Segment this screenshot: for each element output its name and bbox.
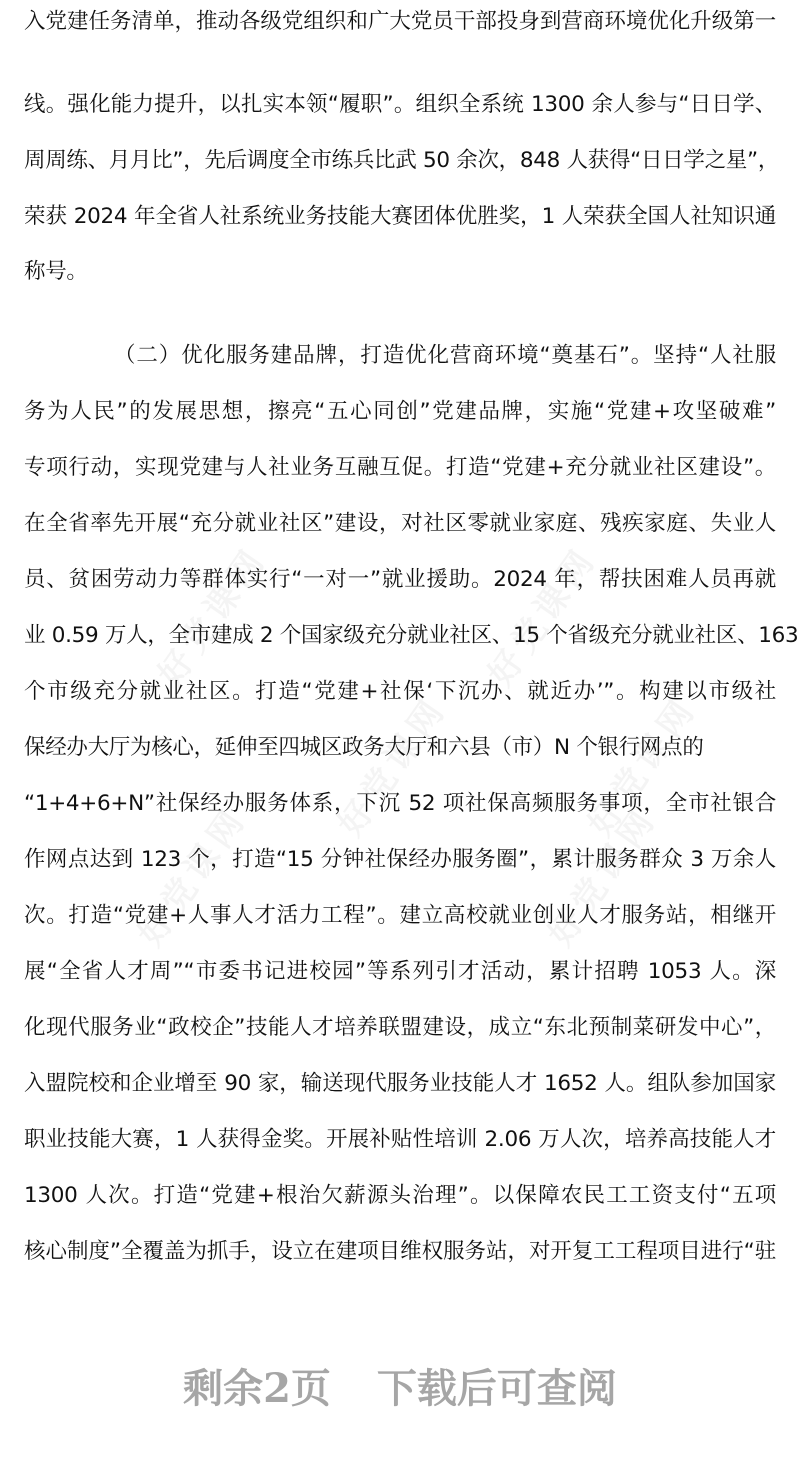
remaining-pages-label: 剩余2页 [183,1365,331,1412]
paragraph-line: 作网点达到 123 个，打造“15 分钟社保经办服务圈”，累计服务群众 3 万余人 [24,847,776,872]
paragraph-line: 次。打造“党建+人事人才活力工程”。建立高校就业创业人才服务站，相继开 [24,903,776,928]
paragraph-line: 保经办大厅为核心，延伸至四城区政务大厅和六县（市）N 个银行网点的 [24,735,704,760]
watermark [144,535,276,694]
paragraph-line: 化现代服务业“政校企”技能人才培养联盟建设，成立“东北预制菜研发中心”， [24,1015,776,1040]
download-hint-label[interactable]: 下载后可查阅 [376,1365,617,1412]
watermark [324,685,456,844]
paragraph-line: “1+4+6+N”社保经办服务体系，下沉 52 项社保高频服务事项，全市社银合 [24,791,776,816]
paragraph-line: 展“全省人才周”“市委书记进校园”等系列引才活动，累计招聘 1053 人。深 [24,959,776,984]
paragraph-line: 务为人民”的发展思想，擦亮“五心同创”党建品牌，实施“党建+攻坚破难” [24,399,776,424]
watermark [474,535,606,694]
paragraph-line: 线。强化能力提升，以扎实本领“履职”。组织全系统 1300 余人参与“日日学、 [24,92,776,117]
paragraph-line: 职业技能大赛，1 人获得金奖。开展补贴性培训 2.06 万人次，培养高技能人才 [24,1127,776,1152]
paragraph-line: 周周练、月月比”，先后调度全市练兵比武 50 余次，848 人获得“日日学之星”， [24,148,780,173]
paragraph-line: 在全省率先开展“充分就业社区”建设，对社区零就业家庭、残疾家庭、失业人 [24,511,776,536]
paragraph-line: 专项行动，实现党建与人社业务互融互促。打造“党建+充分就业社区建设”。 [24,455,776,480]
paragraph-line: 1300 人次。打造“党建+根治欠薪源头治理”。以保障农民工工资支付“五项 [24,1183,776,1208]
paragraph-line: 荣获 2024 年全省人社系统业务技能大赛团体优胜奖，1 人荣获全国人社知识通 [24,204,776,229]
paragraph-line: 业 0.59 万人，全市建成 2 个国家级充分就业社区、15 个省级充分就业社区、163 [24,623,799,648]
section-heading-line: （二）优化服务建品牌，打造优化营商环境“奠基石”。坚持“人社服 [114,343,776,368]
paragraph-line: 入盟院校和企业增至 90 家，输送现代服务业技能人才 1652 人。组队参加国家 [24,1071,776,1096]
download-prompt-banner[interactable] [0,1362,800,1416]
watermark [574,685,706,844]
paragraph-line: 核心制度”全覆盖为抓手，设立在建项目维权服务站，对开复工工程项目进行“驻 [24,1239,776,1264]
paragraph-line: 员、贫困劳动力等群体实行“一对一”就业援助。2024 年，帮扶困难人员再就 [24,567,776,592]
paragraph-line: 称号。 [24,259,88,284]
paragraph-line: 入党建任务清单，推动各级党组织和广大党员干部投身到营商环境优化升级第一 [24,9,776,34]
paragraph-line: 个市级充分就业社区。打造“党建+社保‘下沉办、就近办’”。构建以市级社 [24,679,776,704]
